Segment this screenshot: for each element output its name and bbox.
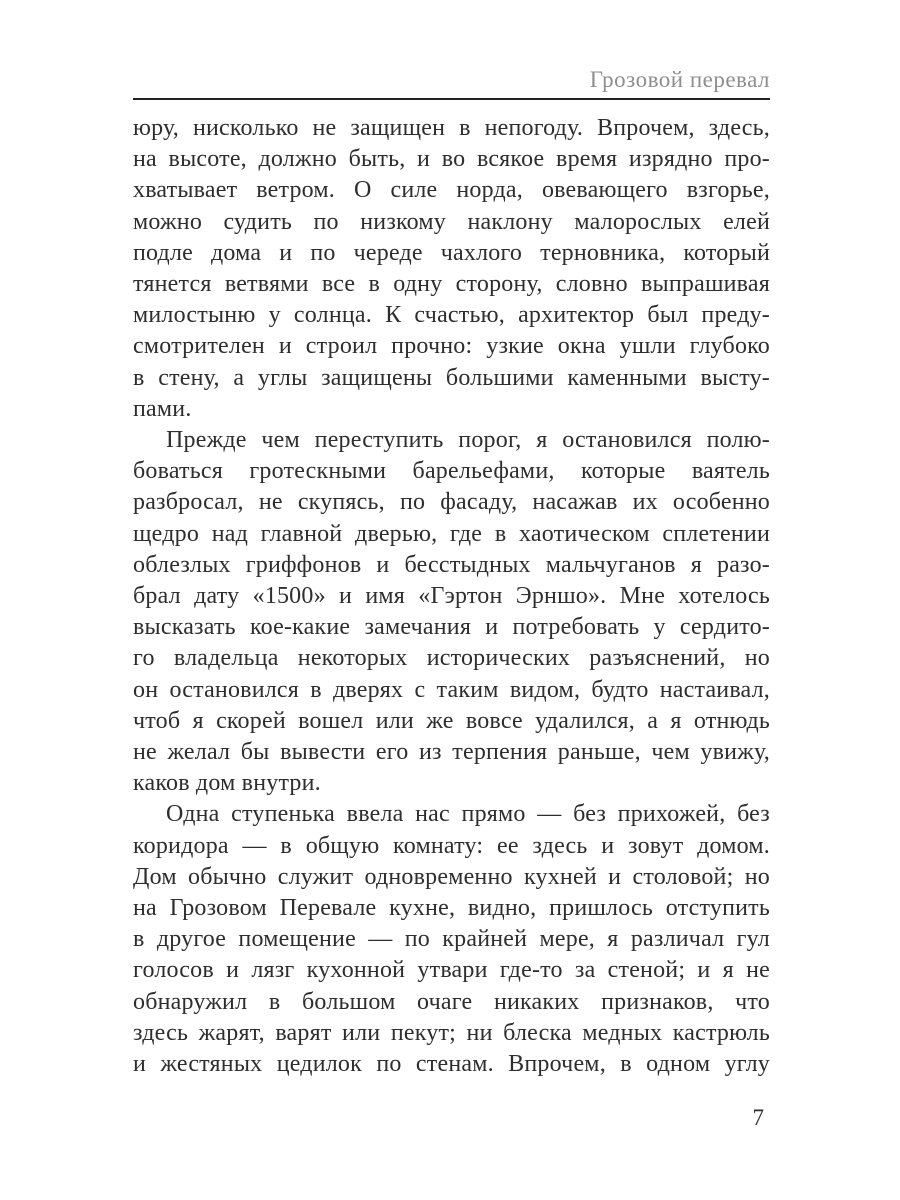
text-line: милостыню у солнца. К счастью, архитектор был преду- [133,302,770,329]
text-line: голосов и лязг кухонной утвари где-то за стеной; и я не [133,957,770,984]
text-line: каков дом внутри. [133,770,321,797]
text-line: разбросал, не скупясь, по фасаду, насажав их особенно [133,489,770,516]
text-line: Дом обычно служит одновременно кухней и столовой; но [133,863,770,890]
text-line: подле дома и по череде чахлого терновника, который [133,239,770,266]
page-header [133,66,770,100]
running-title: Грозовой перевал [589,67,770,92]
text-line: хватывает ветром. О силе норда, овевающего взгорье, [133,177,770,204]
text-line: на высоте, должно быть, и во всякое время изрядно про- [133,146,770,173]
text-line: не желал бы вывести его из терпения раньше, чем увижу, [133,739,770,766]
text-line: брал дату «1500» и имя «Гэртон Эрншо». Мне хотелось [133,583,770,610]
page-body-text [133,113,770,1080]
text-line: смотрителен и строил прочно: узкие окна ушли глубоко [133,333,770,360]
text-line: чтоб я скорей вошел или же вовсе удалился, а я отнюдь [133,707,770,734]
text-line: боваться гротескными барельефами, которые ваятель [133,458,770,485]
text-line: обнаружил в большом очаге никаких признаков, что [133,988,770,1015]
text-line: на Грозовом Перевале кухне, видно, пришлось отступить [133,895,770,922]
text-line: коридора — в общую комнату: ее здесь и зовут домом. [133,832,770,859]
text-line: в стену, а углы защищены большими каменными высту- [133,364,770,391]
text-line: можно судить по низкому наклону малорослых елей [133,208,770,235]
text-line: щедро над главной дверью, где в хаотическом сплетении [133,520,770,547]
text-line: здесь жарят, варят или пекут; ни блеска медных кастрюль [133,1019,770,1046]
text-line: в другое помещение — по крайней мере, я различал гул [133,926,770,953]
header-rule [133,98,770,100]
text-line: и жестяных цедилок по стенам. Впрочем, в одном углу [133,1051,770,1078]
text-line: он остановился в дверях с таким видом, будто настаивал, [133,676,770,703]
text-line: го владельца некоторых исторических разъяснений, но [133,645,770,672]
page-number: 7 [752,1105,764,1131]
text-line: тянется ветвями все в одну сторону, словно выпрашивая [133,271,770,298]
text-line: Прежде чем переступить порог, я остановился полю- [166,427,770,454]
text-line: Одна ступенька ввела нас прямо — без прихожей, без [166,801,770,828]
text-line: пами. [133,395,192,422]
text-line: высказать кое-какие замечания и потребовать у сердито- [133,614,770,641]
text-line: юру, нисколько не защищен в непогоду. Впрочем, здесь, [133,115,770,141]
page-footer [133,1105,770,1131]
text-line: облезлых гриффонов и бесстыдных мальчуганов я разо- [133,551,770,578]
